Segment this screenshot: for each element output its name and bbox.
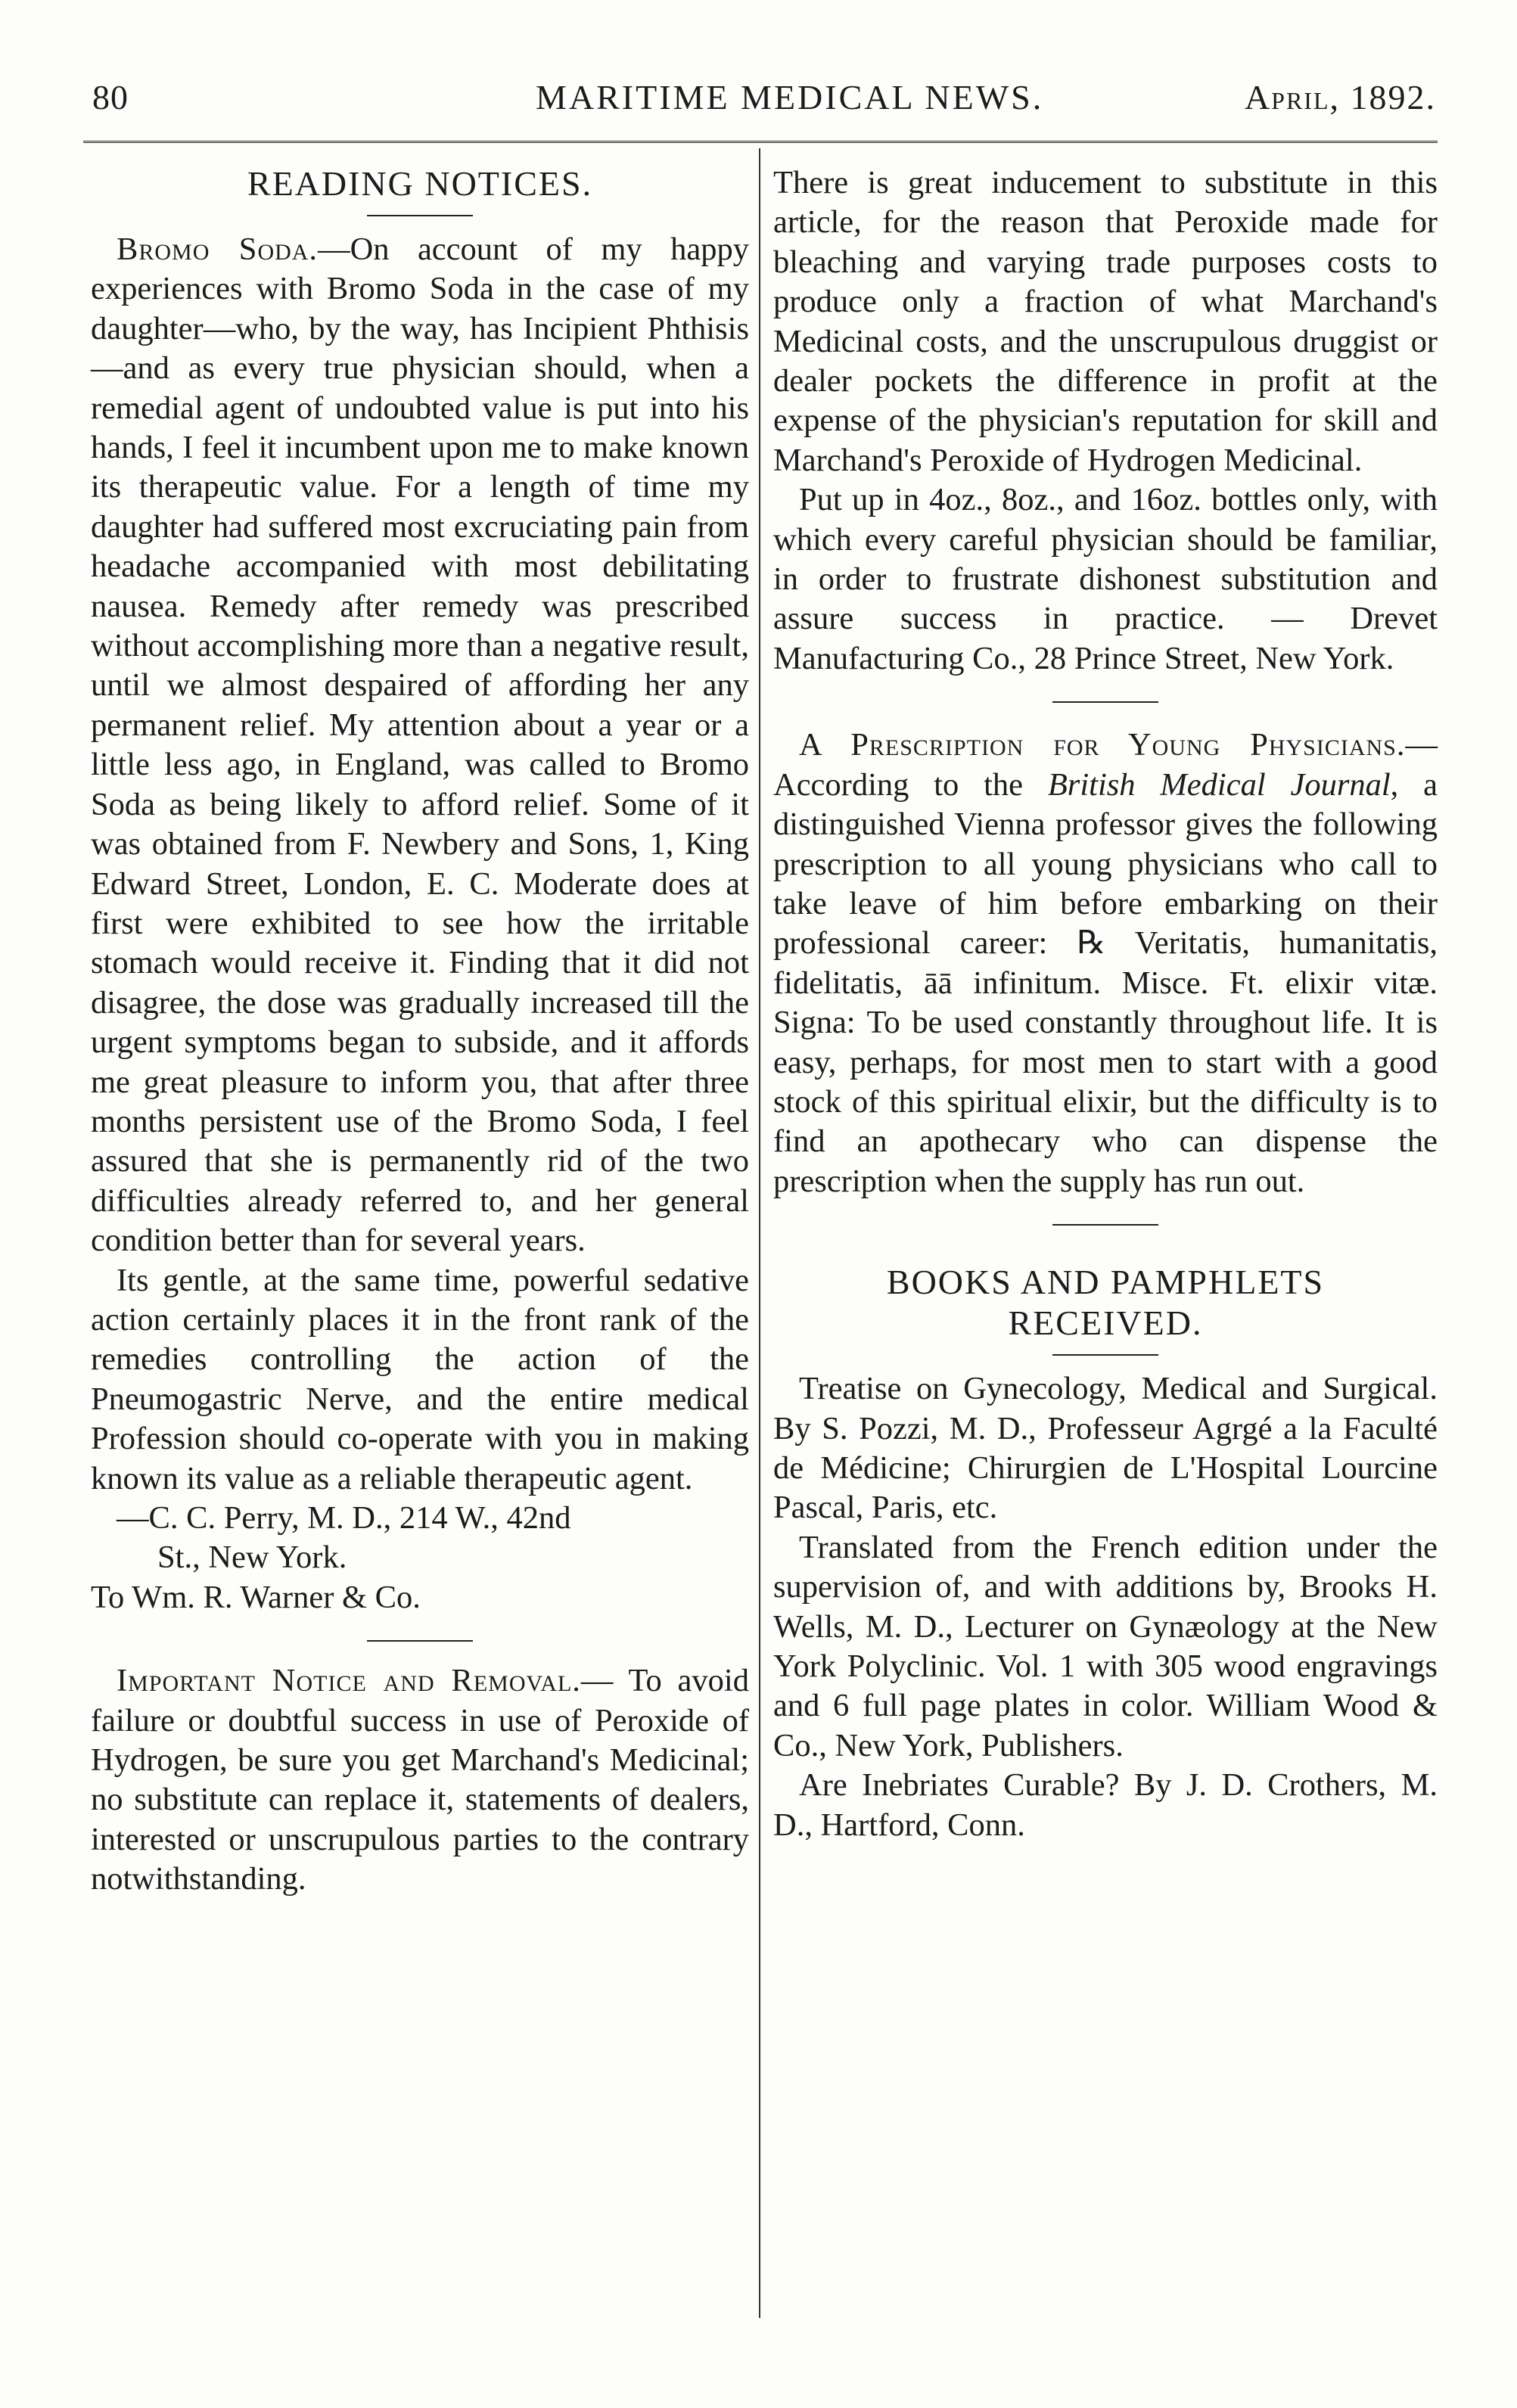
page-header (89, 70, 1444, 123)
right-column (773, 163, 1438, 1845)
important-notice-text: — To avoid failure or doubtful success in use of Peroxide of Hydrogen, be sure you get Marchand's Medicinal; no substitute can replace it, statements of dealers, interested or unscrupulous parties to the contrary notwithstanding. (91, 1663, 749, 1897)
issue-date: April, 1892. (1244, 78, 1436, 117)
journal-title: MARITIME MEDICAL NEWS. (536, 78, 1044, 117)
column-divider (759, 148, 760, 2318)
gynecology-paragraph: Treatise on Gynecology, Medical and Surgical. By S. Pozzi, M. D., Professeur Agrgé a la Faculté de Médicine; Chirurgien de L'Hospital Lourcine Pascal, Paris, etc. (773, 1371, 1438, 1526)
reading-notices-heading: READING NOTICES. (247, 164, 593, 203)
prescription-text-a: — According to the (773, 727, 1438, 803)
bromo-soda-text: —On account of my happy experiences with Bromo Soda in the case of my daughter—who, by the way, has Incipient Phthisis—and as every true physician should, when a remedial agent of undoubted value is put into his hands, I feel it incumbent upon me to make known its therapeutic value. For a length of time my daughter had suffered most excruciating pain from headache accompanied with most debilitating nausea. Remedy after remedy was prescribed without accomplishing more than a negative result, until we almost despaired of affording her any permanent relief. My attention about a year or a little less ago, in England, was called to Bromo Soda as being likely to afford relief. Some of it was obtained from F. Newbery and Sons, 1, King Edward Street, London, E. C. Moderate does at first were exhibited to see how the irritable stomach would receive it. Finding that it did not disagree, the dose was gradually increased till the urgent symptoms began to subside, and it affords me great pleasure to inform you, that after three months persistent use of the Bromo Soda, I feel assured that she is permanently rid of the two difficulties already referred to, and her general condition better than for several years. (91, 231, 749, 1259)
journal-citation: British Medical Journal (1047, 766, 1391, 803)
translation-paragraph: Translated from the French edition under the supervision of, and with additions by, Brooks H. Wells, M. D., Lecturer on Gynæology at the New York Polyclinic. Vol. 1 with 305 wood engravings and 6 full page plates in color. William Wood & Co., New York, Publishers. (773, 1529, 1438, 1763)
header-rule (83, 141, 1438, 143)
section-rule (367, 1640, 473, 1642)
bromo-soda-lead: Bromo Soda. (117, 231, 319, 267)
page-number: 80 (92, 78, 129, 117)
section-rule (367, 215, 473, 216)
bromo-soda-paragraph (91, 230, 749, 1261)
addressee-line: To Wm. R. Warner & Co. (91, 1579, 421, 1615)
important-notice-paragraph (91, 1661, 749, 1899)
prescription-paragraph (773, 726, 1438, 1201)
prescription-lead: A Prescription for Young Physicians. (799, 727, 1406, 763)
inebriates-paragraph: Are Inebriates Curable? By J. D. Crothers, M. D., Hartford, Conn. (773, 1767, 1438, 1843)
prescription-text-b: , a distinguished Vienna professor gives the following prescription to all young physicians who call to take leave of him before embarking on their professional career: ℞ Veritatis, humanitatis, fidelitatis, āā infinitum. Misce. Ft. elixir vitæ. Signa: To be used constantly throughout life. It is easy, perhaps, for most men to start with a good stock of this spiritual elixir, but the difficulty is to find an apothecary who can dispense the prescription when the supply has run out. (773, 766, 1438, 1199)
section-rule (1052, 1354, 1158, 1356)
signature-line-2: St., New York. (157, 1540, 347, 1576)
sedative-paragraph: Its gentle, at the same time, powerful sedative action certainly places it in the front rank of the remedies controlling the action of the Pneumogastric Nerve, and the entire medical Profession should co-operate with you in making known its value as a reliable therapeutic agent. (91, 1262, 749, 1496)
section-rule (1052, 701, 1158, 703)
peroxide-paragraph: There is great inducement to substitute in this article, for the reason that Peroxide made for bleaching and varying trade purposes costs to produce only a fraction of what Marchand's Medicinal costs, and the unscrupulous druggist or dealer pockets the difference in profit at the expense of the physician's reputation for skill and Marchand's Peroxide of Hydrogen Medicinal. (773, 165, 1438, 478)
section-rule (1052, 1224, 1158, 1226)
bottles-paragraph: Put up in 4oz., 8oz., and 16oz. bottles only, with which every careful physician should be familiar, in order to frustrate dishonest substitution and assure success in practice. — Drevet Manufacturing Co., 28 Prince Street, New York. (773, 482, 1438, 676)
signature-line-1: —C. C. Perry, M. D., 214 W., 42nd (117, 1500, 571, 1536)
left-column (91, 163, 749, 1900)
books-heading: BOOKS AND PAMPHLETS RECEIVED. (886, 1263, 1325, 1343)
important-notice-lead: Important Notice and Removal. (117, 1663, 581, 1699)
